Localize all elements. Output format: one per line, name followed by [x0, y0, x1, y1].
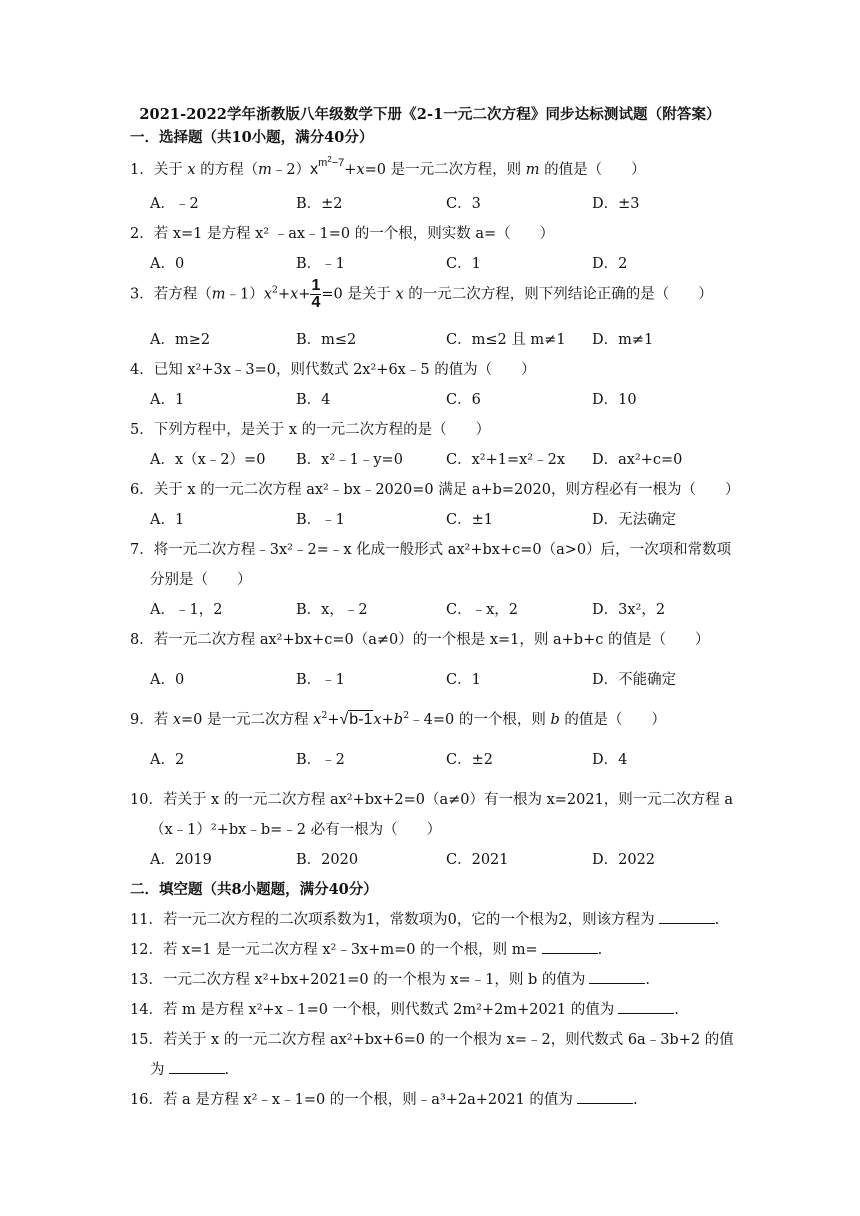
question-4: 4．已知 x²+3x﹣3=0，则代数式 2x²+6x﹣5 的值为（ ） [130, 362, 536, 378]
fraction: $\frac{1}{4}$ [311, 277, 321, 311]
options-5 [150, 448, 750, 468]
section-heading-choice: 一．选择题（共10小题，满分40分） [130, 129, 374, 146]
option-b: B．﹣2 [296, 752, 345, 768]
question-10-line-2: （x﹣1）²+bx﹣b=﹣2 必有一根为（ ） [150, 822, 442, 838]
option-c: C．±2 [446, 752, 493, 768]
question-13: 13．一元二次方程 x²+bx+2021=0 的一个根为 x=﹣1，则 b 的值为 . [130, 972, 650, 988]
answer-blank [169, 1061, 225, 1074]
options-4 [150, 388, 750, 408]
question-12: 12．若 x=1 是一元二次方程 x²﹣3x+m=0 的一个根，则 m= . [130, 942, 603, 958]
option-a: A．2 [150, 752, 185, 768]
question-5: 5．下列方程中，是关于 x 的一元二次方程的是（ ） [130, 422, 491, 438]
option-b: B．﹣1 [296, 512, 345, 528]
option-c: C．±1 [446, 512, 493, 528]
option-a: A．0 [150, 672, 185, 688]
option-c: C．x²+1=x²﹣2x [446, 452, 566, 468]
question-3: 3．若方程$(m﹣1)x^2+x+$ $\frac{1}{4}$ =0 是关于 x 的一元二次方程，则下列结论正确的是（ ） [130, 277, 713, 311]
option-d: D．无法确定 [592, 512, 677, 528]
option-c: C．6 [446, 392, 481, 408]
options-9 [150, 748, 750, 768]
options-1 [150, 192, 750, 212]
section-heading-fill: 二．填空题（共8小题题，满分40分） [130, 881, 378, 898]
option-a: A．x（x﹣2）=0 [150, 452, 266, 468]
option-b: B．x²﹣1﹣y=0 [296, 452, 403, 468]
answer-blank [659, 911, 715, 924]
option-d: D．3x²，2 [592, 602, 666, 618]
question-11: 11．若一元二次方程的二次项系数为1，常数项为0，它的一个根为2，则该方程为 . [130, 912, 720, 928]
option-c: C．3 [446, 196, 481, 212]
option-d: D．±3 [592, 196, 640, 212]
question-14: 14．若 m 是方程 x²+x﹣1=0 一个根，则代数式 2m²+2m+2021 的值为 . [130, 1002, 679, 1018]
square-root: √b-1 [339, 711, 373, 728]
option-d: D．ax²+c=0 [592, 452, 683, 468]
option-d: D．不能确定 [592, 672, 677, 688]
answer-blank [618, 1001, 674, 1014]
option-d: D．m≠1 [592, 332, 654, 348]
question-6: 6．关于 x 的一元二次方程 ax²﹣bx﹣2020=0 满足 a+b=2020，则方程必有一根为（ ） [130, 482, 740, 498]
question-10-line-1: 10．若关于 x 的一元二次方程 ax²+bx+2=0（a≠0）有一根为 x=2021，则一元二次方程 a [130, 792, 734, 808]
options-2 [150, 252, 750, 272]
options-6 [150, 508, 750, 528]
option-a: A．2019 [150, 852, 212, 868]
option-b: B．2020 [296, 852, 359, 868]
answer-blank [542, 941, 598, 954]
document-title: 2021-2022学年浙教版八年级数学下册《2-1一元二次方程》同步达标测试题（附答案） [139, 106, 721, 123]
option-c: C．1 [446, 256, 481, 272]
question-15-line-1: 15．若关于 x 的一元二次方程 ax²+bx+6=0 的一个根为 x=﹣2，则代数式 6a﹣3b+2 的值 [130, 1032, 734, 1048]
option-a: A．1 [150, 512, 185, 528]
options-7 [150, 598, 750, 618]
option-a: A．0 [150, 256, 185, 272]
option-c: C．m≤2 且 m≠1 [446, 332, 566, 348]
option-b: B．x，﹣2 [296, 602, 368, 618]
options-10 [150, 848, 750, 868]
question-1: 1．关于 x 的方程$(m﹣2)x^{m^2-7}+x=0$ 是一元二次方程，则 m 的值是（ ） [130, 155, 646, 178]
options-8 [150, 668, 750, 688]
option-d: D．2 [592, 256, 628, 272]
option-b: B．﹣1 [296, 256, 345, 272]
option-c: C．1 [446, 672, 481, 688]
option-a: A．﹣2 [150, 196, 199, 212]
option-a: A．1 [150, 392, 185, 408]
option-b: B．m≤2 [296, 332, 357, 348]
option-b: B．±2 [296, 196, 343, 212]
option-c: C．﹣x，2 [446, 602, 518, 618]
options-3 [150, 328, 750, 348]
option-b: B．﹣1 [296, 672, 345, 688]
question-15-line-2: 为 . [150, 1062, 230, 1078]
question-9: 9．若 x=0 是一元二次方程 $x^2+√b-1x+b^2﹣4=0$ 的一个根，则 b 的值是（ ） [130, 710, 666, 728]
question-8: 8．若一元二次方程 ax²+bx+c=0（a≠0）的一个根是 x=1，则 a+b+c 的值是（ ） [130, 632, 710, 648]
question-16: 16．若 a 是方程 x²﹣x﹣1=0 的一个根，则﹣a³+2a+2021 的值为 . [130, 1092, 638, 1108]
question-2: 2．若 x=1 是方程 x² ﹣ax﹣1=0 的一个根，则实数 a=（ ） [130, 226, 555, 242]
question-7-line-2: 分别是（ ） [150, 572, 252, 588]
option-d: D．10 [592, 392, 637, 408]
question-7-line-1: 7．将一元二次方程﹣3x²﹣2=﹣x 化成一般形式 ax²+bx+c=0（a>0）后，一次项和常数项 [130, 542, 732, 558]
option-a: A．﹣1，2 [150, 602, 223, 618]
option-d: D．4 [592, 752, 628, 768]
option-b: B．4 [296, 392, 331, 408]
answer-blank [577, 1091, 633, 1104]
option-c: C．2021 [446, 852, 509, 868]
option-a: A．m≥2 [150, 332, 211, 348]
answer-blank [589, 971, 645, 984]
option-d: D．2022 [592, 852, 656, 868]
